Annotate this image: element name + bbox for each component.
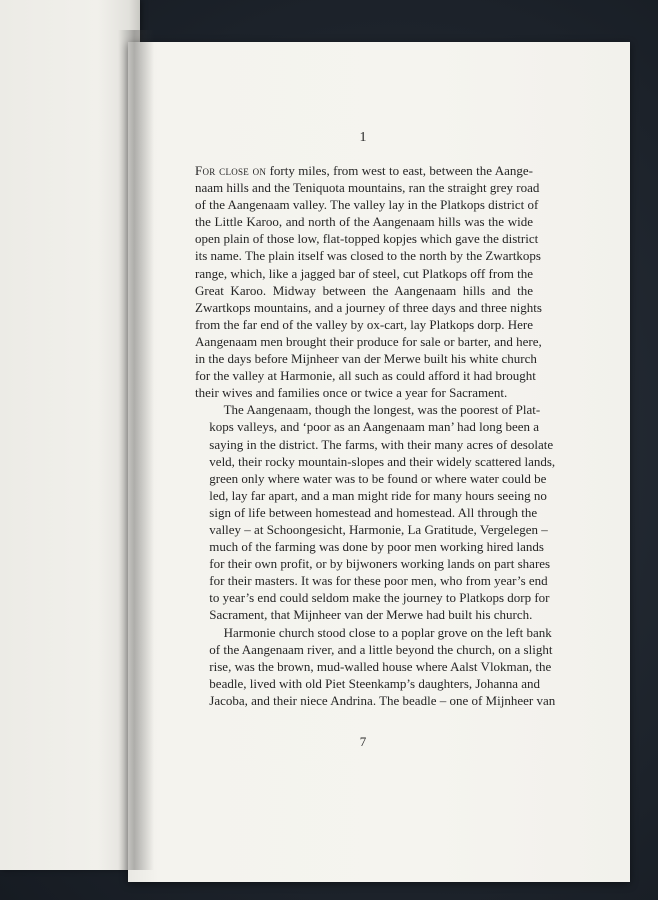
text-line: kops valleys, and ‘poor as an Aangenaam man’ had long been a	[209, 419, 540, 435]
text-line: beadle, lived with old Piet Steenkamp’s daughters, Johanna and	[209, 675, 541, 691]
text-line: of the Aangenaam river, and a little beyond the church, on a slight	[209, 641, 553, 657]
text-line: valley – at Schoongesicht, Harmonie, La Gratitude, Vergelegen –	[209, 521, 548, 537]
text-line: rise, was the brown, mud-walled house where Aalst Vlokman, the	[209, 658, 552, 674]
text-line: for their own profit, or by bijwoners working lands on part shares	[209, 556, 551, 572]
text-line: green only where water was to be found or where water could be	[209, 470, 547, 486]
opening-small-caps: For close on	[195, 163, 267, 178]
page-number: 7	[359, 734, 367, 749]
text-line: veld, their rocky mountain-slopes and their widely scattered lands,	[209, 453, 556, 469]
book-page	[128, 42, 630, 882]
text-line: much of the farming was done by poor men working hired lands	[209, 539, 544, 555]
text-line: For close on forty miles, from west to east, between the Aange-	[195, 163, 533, 178]
text-line: its name. The plain itself was closed to the north by the Zwartkops	[195, 248, 541, 264]
text-line: open plain of those low, flat-topped kopjes which gave the district	[195, 231, 539, 247]
text-line: Harmonie church stood close to a poplar grove on the left bank	[223, 624, 552, 640]
chapter-number: 1	[359, 130, 367, 145]
text-line: led, lay far apart, and a man might ride for many hours seeing no	[209, 487, 547, 503]
text-line: The Aangenaam, though the longest, was the poorest of Plat-	[223, 402, 541, 418]
body-text	[195, 162, 556, 709]
text-line: Sacrament, that Mijnheer van der Merwe had built his church.	[209, 607, 533, 623]
text-line: sign of life between homestead and homestead. All through the	[209, 504, 538, 520]
text-line: range, which, like a jagged bar of steel, cut Platkops off from the	[195, 265, 533, 281]
text-line: Zwartkops mountains, and a journey of three days and three nights	[195, 299, 542, 315]
text-line: the Little Karoo, and north of the Aangenaam hills was the wide	[195, 214, 533, 230]
text-line: to year’s end could seldom make the journey to Platkops dorp for	[209, 590, 550, 606]
text-line: Jacoba, and their niece Andrina. The beadle – one of Mijnheer van	[209, 692, 556, 708]
text-line: from the far end of the valley by ox-cart, lay Platkops dorp. Here	[195, 316, 533, 332]
paragraph-1	[195, 162, 542, 401]
text-line: Aangenaam men brought their produce for sale or barter, and here,	[195, 333, 542, 349]
text-line: naam hills and the Teniquota mountains, ran the straight grey road	[195, 180, 540, 196]
text-line: of the Aangenaam valley. The valley lay in the Platkops district of	[195, 197, 539, 213]
text-line: in the days before Mijnheer van der Merwe built his white church	[195, 351, 537, 367]
text-line: saying in the district. The farms, with their many acres of desolate	[209, 436, 554, 452]
text-line: their wives and families once or twice a year for Sacrament.	[195, 385, 508, 401]
text-line: for their masters. It was for these poor men, who from year’s end	[209, 573, 548, 589]
text-line: for the valley at Harmonie, all such as could afford it had brought	[195, 368, 536, 384]
left-page	[0, 0, 140, 870]
paragraph-2	[195, 401, 556, 623]
paragraph-3	[195, 624, 556, 709]
text-line: Great Karoo. Midway between the Aangenaam hills and the	[195, 282, 533, 298]
